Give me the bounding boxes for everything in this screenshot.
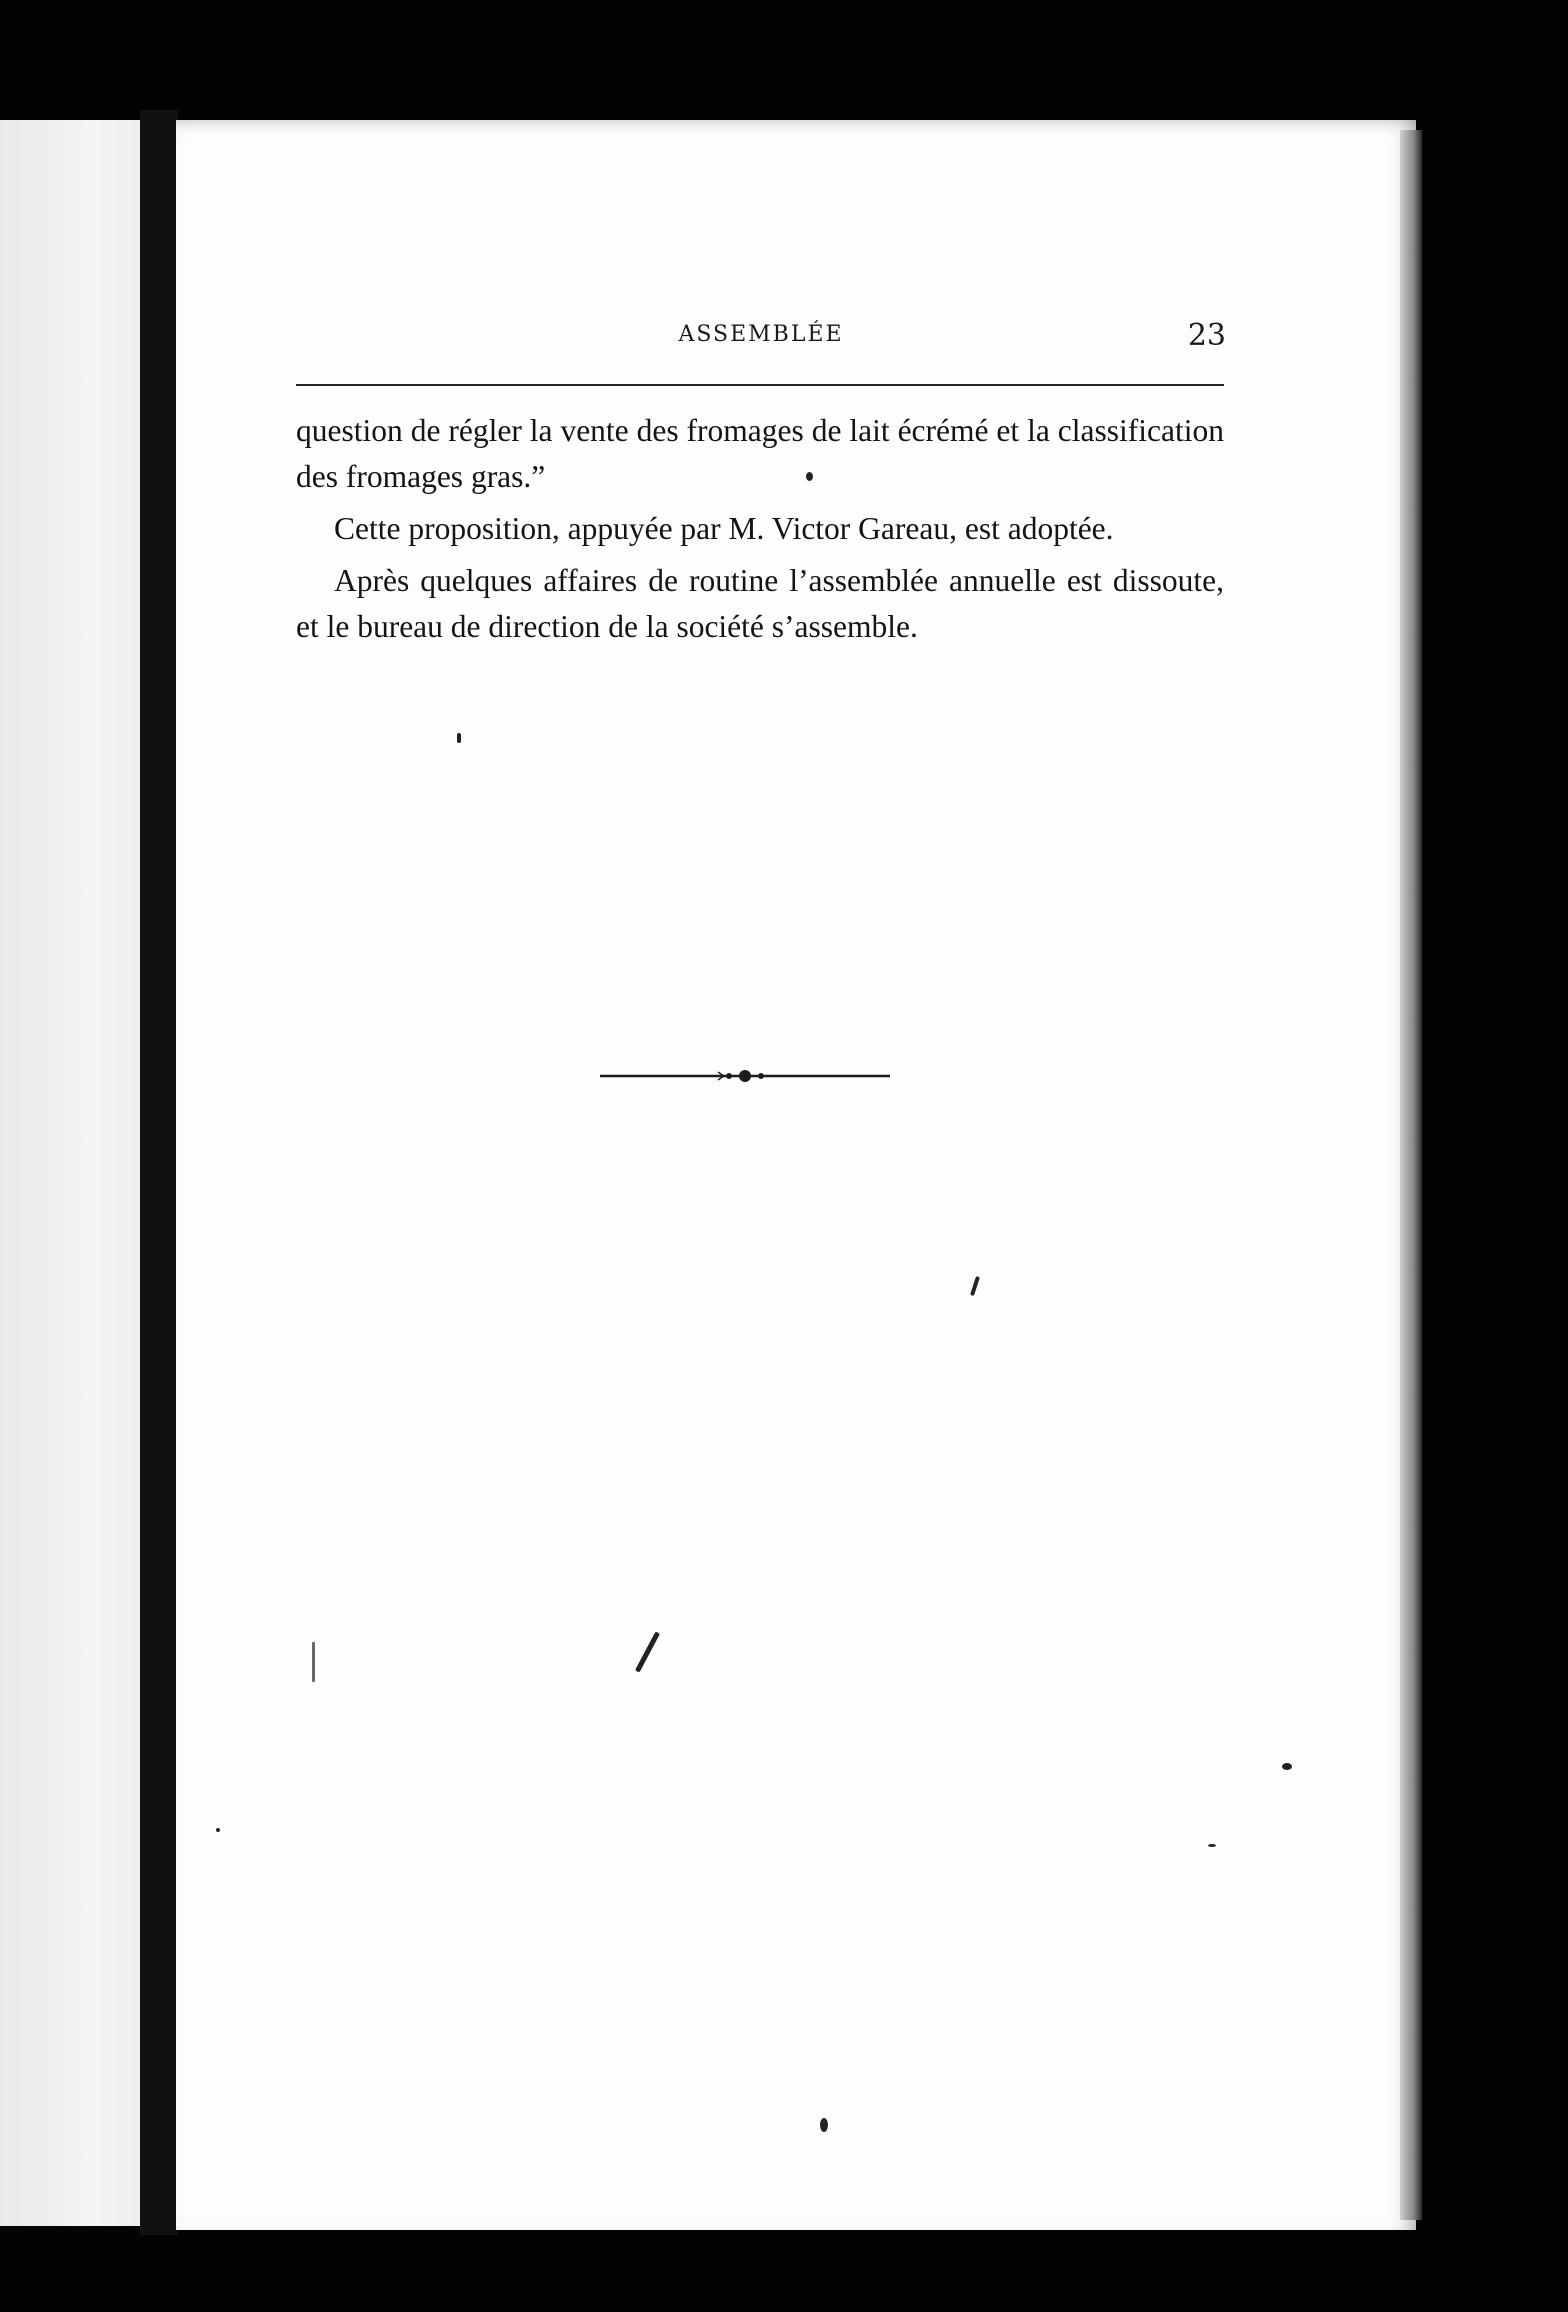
- paragraph-proposition: Cette proposition, appuyée par M. Victor Gareau, est adoptée.: [334, 511, 1114, 546]
- running-head: [296, 318, 1226, 358]
- scan-speck: [312, 1642, 315, 1682]
- body-text: [296, 408, 1224, 650]
- scan-speck: [820, 2118, 828, 2132]
- adjacent-page-left: [0, 120, 158, 2226]
- scan-speck: [1282, 1763, 1292, 1770]
- paragraph-closing: Après quelques affaires de routine l’assemblée annuelle est dissoute, et le bureau de direction de la société s’assemble.: [296, 563, 1224, 644]
- tailpiece-ornament-icon: [600, 1068, 890, 1084]
- running-title: ASSEMBLÉE: [678, 322, 844, 347]
- page-number: 23: [1187, 318, 1226, 353]
- page-edge: [1400, 130, 1422, 2220]
- scan-speck: [216, 1828, 220, 1832]
- scan-speck: [806, 472, 813, 481]
- paragraph-continuation: question de régler la vente des fromages de lait écrémé et la classification des fromages gras.”: [296, 413, 1224, 494]
- book-gutter: [140, 110, 178, 2235]
- scan-speck: [1208, 1844, 1216, 1847]
- scan-speck: [457, 733, 461, 743]
- header-rule: [296, 384, 1224, 386]
